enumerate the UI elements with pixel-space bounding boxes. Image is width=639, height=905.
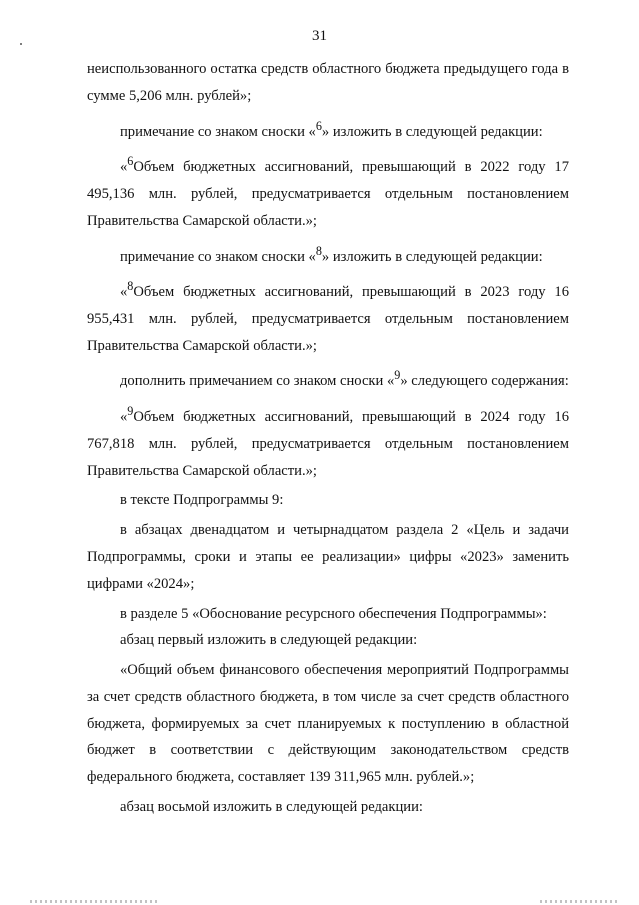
footnote-mark: 8: [315, 243, 322, 258]
paragraph-8: [87, 487, 569, 514]
footnote-mark: 6: [127, 154, 134, 169]
paragraph-6: [87, 362, 569, 395]
paragraph-6-text-after: » следующего содержания:: [400, 373, 569, 390]
paragraph-5: [87, 273, 569, 359]
paragraph-7-text-before: «: [120, 408, 128, 425]
paragraph-13: [87, 794, 569, 821]
paragraph-4-text-before: примечание со знаком сноски «: [120, 248, 316, 265]
page-number: 31: [312, 28, 327, 44]
paragraph-6-text-before: дополнить примечанием со знаком сноски «: [120, 373, 395, 390]
paragraph-3-text-before: «: [120, 159, 128, 176]
footnote-mark: 9: [394, 368, 401, 383]
paragraph-5-text-after: Объем бюджетных ассигнований, превышающий в 2023 году 16 955,431 млн. рублей, предусматривается отдельным постановлением Правительства Самарской области.»;: [87, 284, 569, 354]
paragraph-12: [87, 657, 569, 791]
paragraph-9-text: в абзацах двенадцатом и четырнадцатом раздела 2 «Цель и задачи Подпрограммы, сроки и этапы ее реализации» цифры «2023» заменить цифрами «2024»;: [87, 522, 569, 592]
footnote-mark: 8: [127, 279, 134, 294]
paragraph-10: [87, 601, 569, 628]
paragraph-8-text: в тексте Подпрограммы 9:: [120, 492, 284, 509]
paragraph-13-text: абзац восьмой изложить в следующей редакции:: [120, 799, 423, 816]
paragraph-7: [87, 398, 569, 484]
paragraph-3-text-after: Объем бюджетных ассигнований, превышающий в 2022 году 17 495,136 млн. рублей, предусматривается отдельным постановлением Правительства Самарской области.»;: [87, 159, 569, 229]
paragraph-4: [87, 238, 569, 271]
paragraph-4-text-after: » изложить в следующей редакции:: [321, 248, 543, 265]
paragraph-2-text-after: » изложить в следующей редакции:: [321, 123, 543, 140]
paragraph-11: [87, 627, 569, 654]
paragraph-11-text: абзац первый изложить в следующей редакции:: [120, 632, 418, 649]
paragraph-1: [87, 56, 569, 110]
paragraph-7-text-after: Объем бюджетных ассигнований, превышающий в 2024 году 16 767,818 млн. рублей, предусматривается отдельным постановлением Правительства Самарской области.»;: [87, 408, 569, 479]
paragraph-9: [87, 517, 569, 597]
paragraph-3: [87, 148, 569, 234]
paragraph-5-text-before: «: [120, 284, 128, 301]
paragraph-12-text: «Общий объем финансового обеспечения мероприятий Подпрограммы за счет средств областного бюджета, в том числе за счет средств областного бюджета, формируемых за счет планируемых к поступлению в областной бюджет в соответствии с действующим законодательством средств федерального бюджета, составляет 139 311,965 млн. рублей.»;: [87, 662, 569, 786]
page-text: [87, 56, 569, 821]
footnote-mark: 6: [315, 118, 322, 133]
scan-edge-left: [30, 900, 160, 903]
scan-edge-right: [540, 900, 620, 903]
paragraph-1-text: неиспользованного остатка средств областного бюджета предыдущего года в сумме 5,206 млн. рублей»;: [87, 61, 569, 104]
paragraph-10-text: в разделе 5 «Обоснование ресурсного обеспечения Подпрограммы»:: [120, 605, 547, 622]
paragraph-2-text-before: примечание со знаком сноски «: [120, 123, 316, 140]
paragraph-2: [87, 113, 569, 146]
footnote-mark: 9: [127, 404, 134, 419]
